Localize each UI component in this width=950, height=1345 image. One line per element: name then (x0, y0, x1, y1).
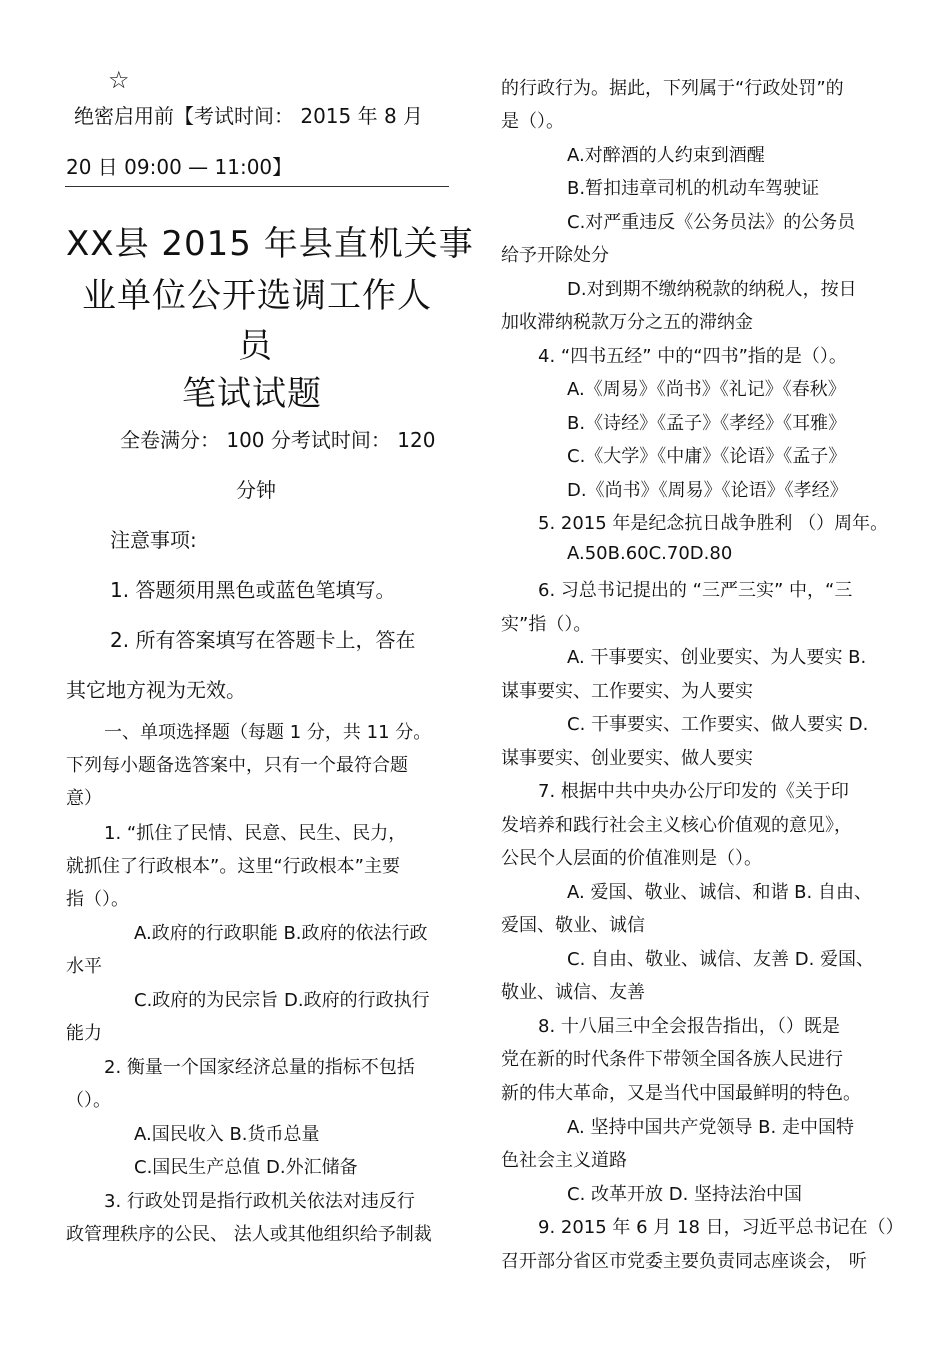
right-option-line: 爱国、敬业、诚信 (501, 915, 645, 936)
left-text-line: 1. “抓住了民情、民意、民生、民力， (104, 823, 407, 844)
header-divider (65, 186, 449, 187)
right-option-line: A. 坚持中国共产党领导 B. 走中国特 (567, 1117, 854, 1138)
right-option-line: D.《尚书》《周易》《论语》《孝经》 (567, 480, 848, 501)
right-option-line: C. 干事要实、工作要实、做人要实 D. (567, 714, 869, 735)
left-option-line: 水平 (66, 956, 102, 977)
right-text-line: 党在新的时代条件下带领全国各族人民进行 (501, 1049, 843, 1070)
right-text-line: 新的伟大革命，又是当代中国最鲜明的特色。 (501, 1083, 861, 1104)
right-option-line: C.对严重违反《公务员法》的公务员 (567, 212, 856, 233)
right-option-line: 谋事要实、工作要实、为人要实 (501, 681, 753, 702)
notice-heading: 注意事项: (110, 528, 197, 552)
right-option-line: 敬业、诚信、友善 (501, 982, 645, 1003)
right-option-line: A. 干事要实、创业要实、为人要实 B. (567, 647, 867, 668)
right-text-line: 7. 根据中共中央办公厅印发的《关于印 (538, 781, 849, 802)
header-line-2: 20 日 09:00 — 11:00】 (66, 155, 293, 179)
section-heading-line-2: 下列每小题备选答案中，只有一个最符合题 (66, 755, 408, 776)
left-option-line: C.政府的为民宗旨 D.政府的行政执行 (134, 990, 430, 1011)
left-text-line: 2. 衡量一个国家经济总量的指标不包括 (104, 1057, 415, 1078)
notice-item-1: 1. 答题须用黑色或蓝色笔填写。 (110, 578, 396, 602)
section-heading-line-3: 意） (66, 788, 102, 809)
notice-item-2a: 2. 所有答案填写在答题卡上，答在 (110, 628, 416, 652)
left-option-line: A.国民收入 B.货币总量 (134, 1124, 320, 1145)
star-icon: ☆ (108, 66, 130, 94)
right-text-line: 6. 习总书记提出的 “三严三实” 中，“三 (538, 580, 853, 601)
right-option-line: C. 改革开放 D. 坚持法治中国 (567, 1184, 803, 1205)
title-line-3: 员 (238, 326, 273, 366)
right-text-line: 实”指（）。 (501, 614, 592, 635)
left-text-line: 3. 行政处罚是指行政机关依法对违反行 (104, 1191, 415, 1212)
right-option-line: C. 自由、敬业、诚信、友善 D. 爱国、 (567, 949, 875, 970)
right-option-line: 谋事要实、创业要实、做人要实 (501, 748, 753, 769)
left-option-line: C.国民生产总值 D.外汇储备 (134, 1157, 358, 1178)
right-text-line: 4. “四书五经” 中的“四书”指的是（）。 (538, 346, 847, 367)
section-heading-line-1: 一、单项选择题（每题 1 分，共 11 分。 (104, 722, 432, 743)
right-text-line: 发培养和践行社会主义核心价值观的意见》， (501, 815, 852, 836)
left-option-line: A.政府的行政职能 B.政府的依法行政 (134, 923, 428, 944)
right-text-line: 的行政行为。据此，下列属于“行政处罚”的 (501, 78, 844, 99)
right-text-line: 是（）。 (501, 111, 564, 132)
right-text-line: 8. 十八届三中全会报告指出，（）既是 (538, 1016, 840, 1037)
right-text-line: 9. 2015 年 6 月 18 日，习近平总书记在（） (538, 1217, 904, 1238)
right-option-line: 色社会主义道路 (501, 1150, 627, 1171)
right-option-line: 给予开除处分 (501, 245, 609, 266)
right-option-line: D.对到期不缴纳税款的纳税人，按日 (567, 279, 857, 300)
title-line-2: 业单位公开选调工作人 (82, 276, 432, 316)
title-line-1: XX县 2015 年县直机关事 (66, 224, 474, 264)
left-text-line: 政管理秩序的公民、 法人或其他组织给予制裁 (66, 1224, 432, 1245)
right-option-line: A.《周易》《尚书》《礼记》《春秋》 (567, 379, 846, 400)
right-option-line: B.暂扣违章司机的机动车驾驶证 (567, 178, 820, 199)
right-text-line: 5. 2015 年是纪念抗日战争胜利 （）周年。 (538, 513, 889, 534)
right-option-line: C.《大学》《中庸》《论语》《孟子》 (567, 446, 847, 467)
right-option-line: 加收滞纳税款万分之五的滞纳金 (501, 312, 753, 333)
right-option-line: A.50B.60C.70D.80 (567, 543, 733, 564)
left-text-line: 就抓住了行政根本”。这里“行政根本”主要 (66, 856, 400, 877)
notice-item-2b: 其它地方视为无效。 (66, 678, 246, 702)
exam-meta-line-1: 全卷满分： 100 分考试时间： 120 (120, 428, 436, 452)
header-line-1: 绝密启用前【考试时间： 2015 年 8 月 (74, 104, 424, 128)
left-text-line: 指（）。 (66, 889, 129, 910)
right-option-line: A. 爱国、敬业、诚信、和谐 B. 自由、 (567, 882, 872, 903)
right-text-line: 召开部分省区市党委主要负责同志座谈会， 听 (501, 1251, 867, 1272)
left-text-line: （）。 (66, 1090, 111, 1111)
right-text-line: 公民个人层面的价值准则是（）。 (501, 848, 762, 869)
left-option-line: 能力 (66, 1023, 102, 1044)
right-option-line: A.对醉酒的人约束到酒醒 (567, 145, 765, 166)
exam-meta-line-2: 分钟 (236, 478, 276, 502)
right-option-line: B.《诗经》《孟子》《孝经》《耳雅》 (567, 413, 847, 434)
title-line-4: 笔试试题 (182, 374, 322, 414)
